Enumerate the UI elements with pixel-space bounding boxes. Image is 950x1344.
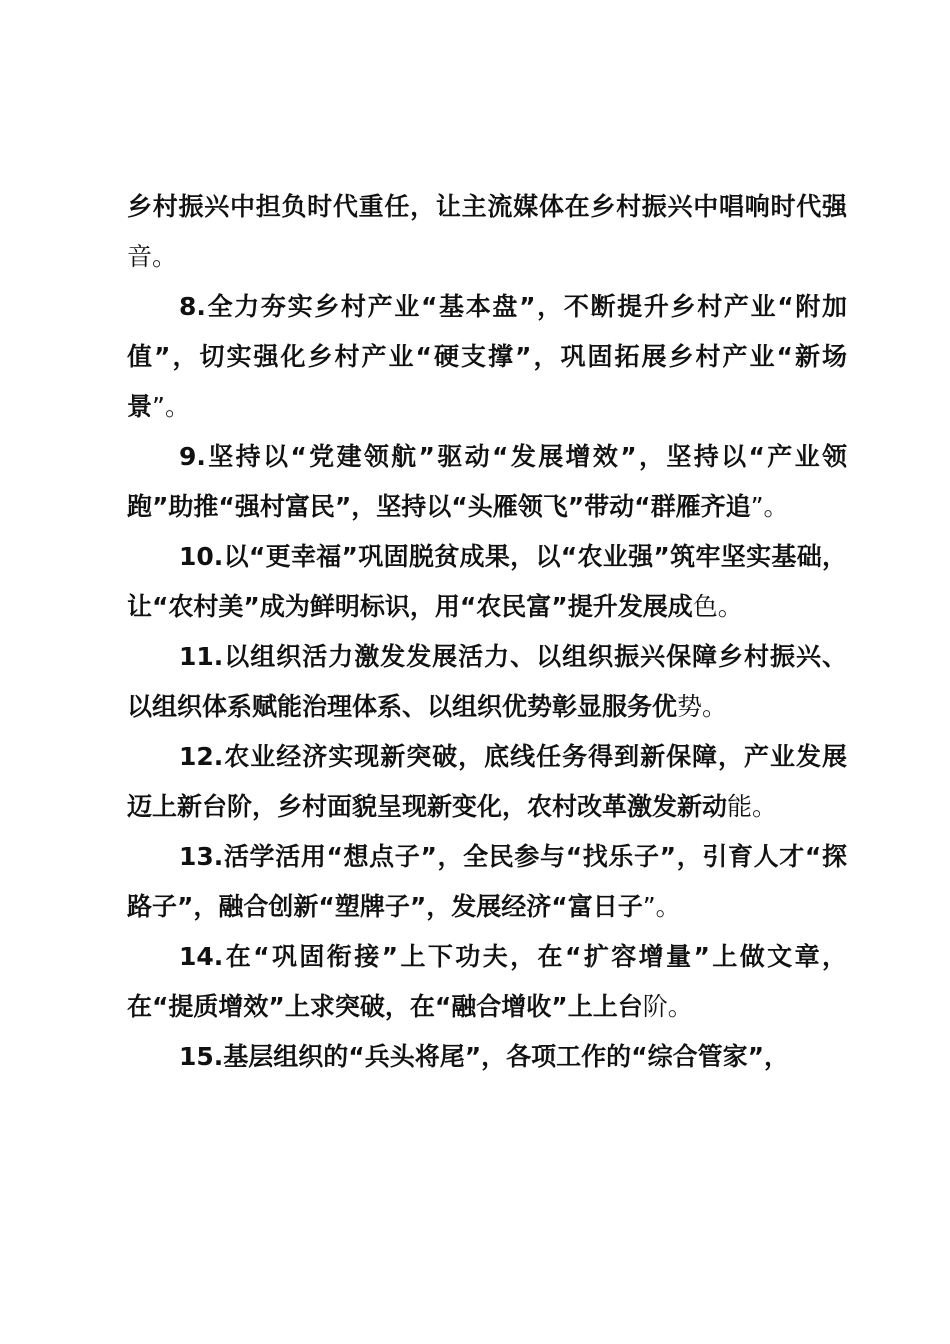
paragraph-text: 15.基层组织的“兵头将尾”，各项工作的“综合管家”， bbox=[179, 1042, 790, 1071]
paragraph-item-15 bbox=[127, 1032, 847, 1082]
paragraph-text: 乡村振兴中担负时代重任，让主流媒体在乡村振兴中唱响时代强 bbox=[127, 192, 847, 221]
paragraph-item-11 bbox=[127, 632, 847, 732]
paragraph-ending: 音。 bbox=[127, 242, 178, 271]
paragraph-item-14 bbox=[127, 932, 847, 1032]
paragraph-item-8 bbox=[127, 282, 847, 432]
paragraph-text: 8.全力夯实乡村产业“基本盘”，不断提升乡村产业“附加值”，切实强化乡村产业“硬支撑”，巩固拓展乡村产业“新场景 bbox=[127, 292, 847, 421]
paragraph-text: 12.农业经济实现新突破，底线任务得到新保障，产业发展迈上新台阶，乡村面貌呈现新变化，农村改革激发新动 bbox=[127, 742, 847, 821]
paragraph-ending: ”。 bbox=[642, 892, 681, 921]
paragraph-ending: 能。 bbox=[727, 792, 778, 821]
paragraph-ending: 阶。 bbox=[642, 992, 693, 1021]
paragraph-ending: ”。 bbox=[750, 492, 789, 521]
paragraph-item-9 bbox=[127, 432, 847, 532]
paragraph-ending: ”。 bbox=[152, 392, 190, 421]
paragraph-text: 10.以“更幸福”巩固脱贫成果，以“农业强”筑牢坚实基础，让“农村美”成为鲜明标识，用“农民富”提升发展成 bbox=[127, 542, 847, 621]
document-body bbox=[127, 182, 847, 1082]
paragraph-text: 14.在“巩固衔接”上下功夫，在“扩容增量”上做文章，在“提质增效”上求突破，在“融合增收”上上台 bbox=[127, 942, 847, 1021]
paragraph-text: 9.坚持以“党建领航”驱动“发展增效”，坚持以“产业领跑”助推“强村富民”，坚持以“头雁领飞”带动“群雁齐追 bbox=[127, 442, 847, 521]
paragraph-ending: 色。 bbox=[692, 592, 743, 621]
paragraph-continuation bbox=[127, 182, 847, 282]
paragraph-text: 13.活学活用“想点子”，全民参与“找乐子”，引育人才“探路子”，融合创新“塑牌子”，发展经济“富日子 bbox=[127, 842, 847, 921]
paragraph-item-12 bbox=[127, 732, 847, 832]
paragraph-item-13 bbox=[127, 832, 847, 932]
paragraph-item-10 bbox=[127, 532, 847, 632]
paragraph-ending: 势。 bbox=[677, 692, 728, 721]
paragraph-text: 11.以组织活力激发发展活力、以组织振兴保障乡村振兴、以组织体系赋能治理体系、以组织优势彰显服务优 bbox=[127, 642, 847, 721]
